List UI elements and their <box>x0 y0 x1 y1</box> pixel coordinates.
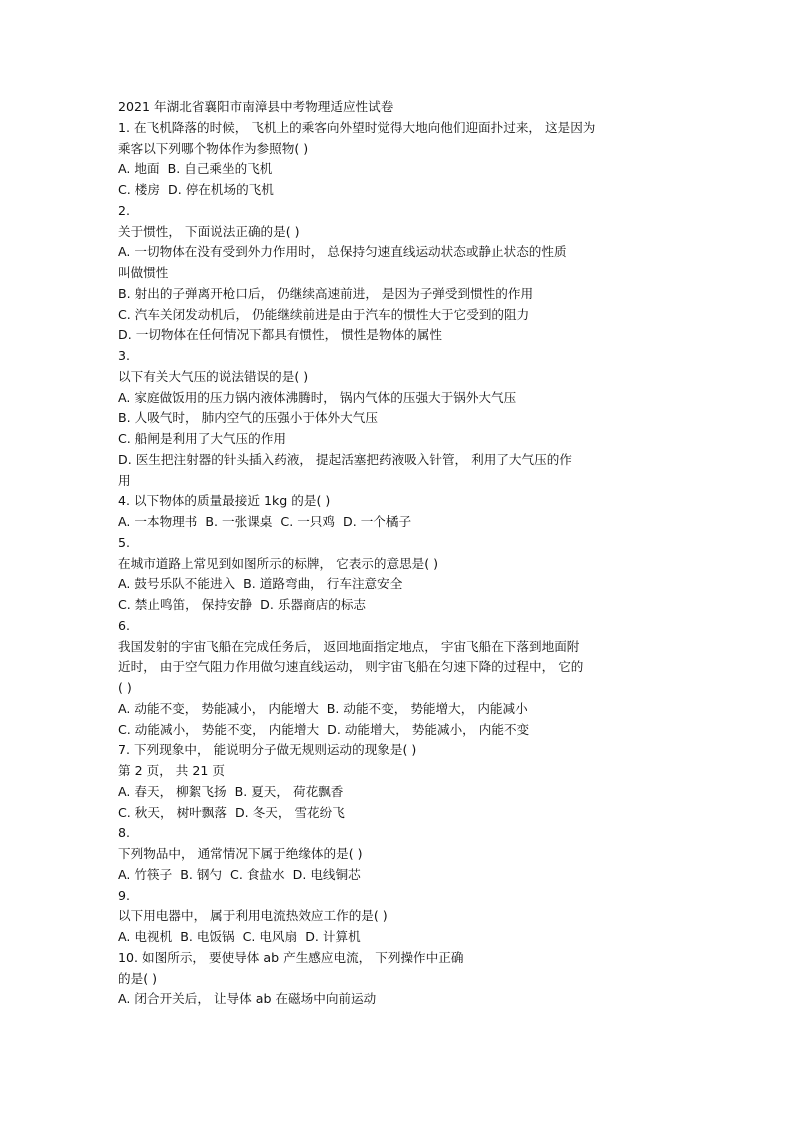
question-6-options-cd: C. 动能减小， 势能不变， 内能增大 D. 动能增大， 势能减小， 内能不变 <box>118 721 530 737</box>
question-7-stem: 7. 下列现象中， 能说明分子做无规则运动的现象是( ) <box>118 742 417 758</box>
question-9-number: 9. <box>118 887 131 903</box>
question-1-options-cd: C. 楼房 D. 停在机场的飞机 <box>118 182 274 197</box>
question-6-number: 6. <box>118 617 131 633</box>
question-5-options-ab: A. 鼓号乐队不能进入 B. 道路弯曲， 行车注意安全 <box>118 576 403 592</box>
question-2-option-a-line-1: A. 一切物体在没有受到外力作用时， 总保持匀速直线运动状态或静止状态的性质 <box>118 244 567 260</box>
question-3-option-c: C. 船闸是利用了大气压的作用 <box>118 431 286 446</box>
question-2-stem: 关于惯性， 下面说法正确的是( ) <box>118 223 300 239</box>
question-4-options: A. 一本物理书 B. 一张课桌 C. 一只鸡 D. 一个橘子 <box>118 514 412 529</box>
question-5-number: 5. <box>118 534 131 550</box>
question-6-stem-line-3: ( ) <box>118 680 132 695</box>
question-9-options: A. 电视机 B. 电饭锅 C. 电风扇 D. 计算机 <box>118 929 361 944</box>
question-8-number: 8. <box>118 825 131 841</box>
question-8-stem: 下列物品中， 通常情况下属于绝缘体的是( ) <box>118 846 363 861</box>
question-10-stem-line-2: 的是( ) <box>118 970 158 986</box>
question-2-option-b: B. 射出的子弹离开枪口后， 仍继续高速前进， 是因为子弹受到惯性的作用 <box>118 285 534 301</box>
question-3-option-d-line-2: 用 <box>118 472 131 488</box>
question-6-stem-line-2: 近时， 由于空气阻力作用做匀速直线运动， 则宇宙飞船在匀速下降的过程中， 它的 <box>118 659 584 675</box>
page-number-footer: 第 2 页， 共 21 页 <box>118 763 226 778</box>
question-2-option-d: D. 一切物体在任何情况下都具有惯性， 惯性是物体的属性 <box>118 327 442 343</box>
question-5-options-cd: C. 禁止鸣笛， 保持安静 D. 乐器商店的标志 <box>118 597 367 612</box>
document-body <box>118 97 678 1010</box>
question-1-options-ab: A. 地面 B. 自己乘坐的飞机 <box>118 161 273 177</box>
question-7-options-ab: A. 春天， 柳絮飞扬 B. 夏天， 荷花飘香 <box>118 783 344 799</box>
question-3-option-d-line-1: D. 医生把注射器的针头插入药液， 提起活塞把药液吸入针管， 利用了大气压的作 <box>118 451 572 467</box>
question-2-option-a-line-2: 叫做惯性 <box>118 265 169 280</box>
question-8-options: A. 竹筷子 B. 钢勺 C. 食盐水 D. 电线铜芯 <box>118 866 361 882</box>
question-10-option-a: A. 闭合开关后， 让导体 ab 在磁场中向前运动 <box>118 991 377 1007</box>
question-3-stem: 以下有关大气压的说法错误的是( ) <box>118 368 309 384</box>
question-3-option-a: A. 家庭做饭用的压力锅内液体沸腾时， 锅内气体的压强大于锅外大气压 <box>118 389 517 405</box>
question-2-option-c: C. 汽车关闭发动机后， 仍能继续前进是由于汽车的惯性大于它受到的阻力 <box>118 306 530 322</box>
question-2-number: 2. <box>118 202 131 218</box>
question-4-stem: 4. 以下物体的质量最接近 1kg 的是( ) <box>118 493 331 509</box>
question-10-stem-line-1: 10. 如图所示， 要使导体 ab 产生感应电流， 下列操作中正确 <box>118 949 464 965</box>
question-9-stem: 以下用电器中， 属于利用电流热效应工作的是( ) <box>118 908 388 924</box>
question-3-option-b: B. 人吸气时， 肺内空气的压强小于体外大气压 <box>118 410 378 426</box>
question-1-stem-line-1: 1. 在飞机降落的时候， 飞机上的乘客向外望时觉得大地向他们迎面扑过来， 这是因为 <box>118 119 596 135</box>
question-7-options-cd: C. 秋天， 树叶飘落 D. 冬天， 雪花纷飞 <box>118 804 345 820</box>
question-3-number: 3. <box>118 348 131 363</box>
exam-title: 2021 年湖北省襄阳市南漳县中考物理适应性试卷 <box>118 99 394 114</box>
question-1-stem-line-2: 乘客以下列哪个物体作为参照物( ) <box>118 140 309 156</box>
question-5-stem: 在城市道路上常见到如图所示的标牌， 它表示的意思是( ) <box>118 555 439 571</box>
question-6-options-ab: A. 动能不变， 势能减小， 内能增大 B. 动能不变， 势能增大， 内能减小 <box>118 700 528 716</box>
question-6-stem-line-1: 我国发射的宇宙飞船在完成任务后， 返回地面指定地点， 宇宙飞船在下落到地面附 <box>118 638 580 654</box>
